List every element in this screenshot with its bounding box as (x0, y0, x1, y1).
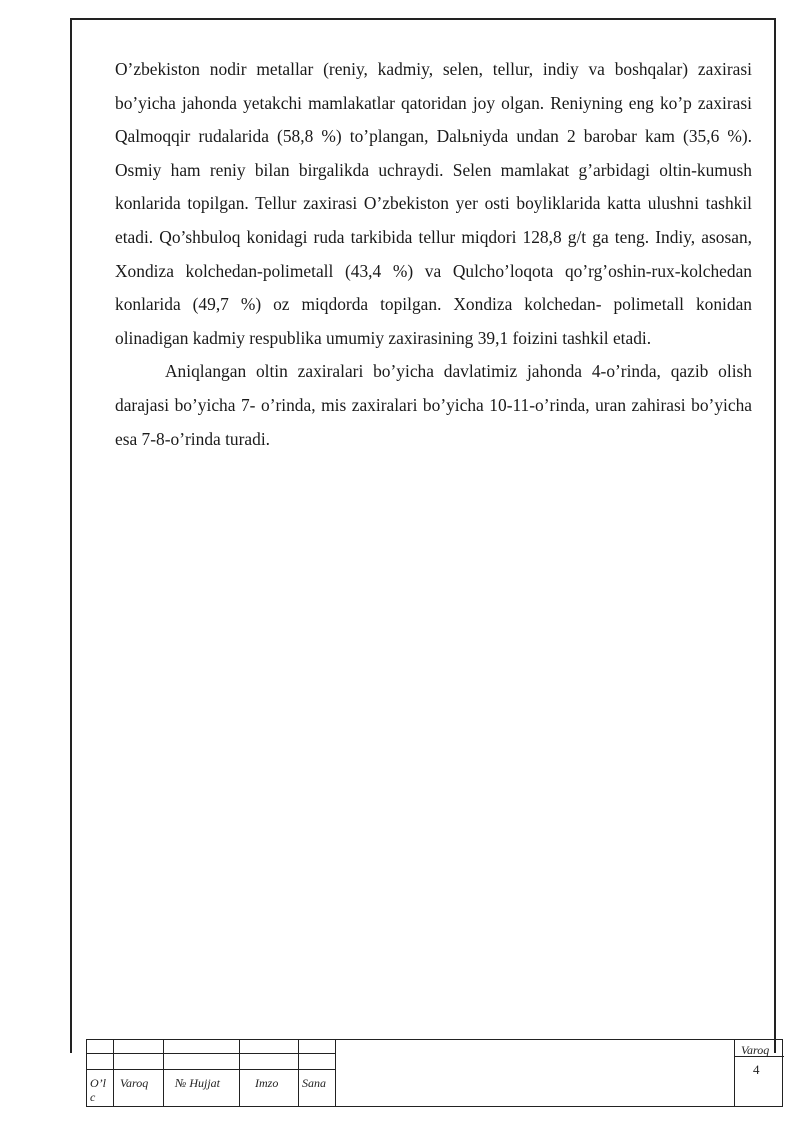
title-block-divider (298, 1040, 299, 1106)
sheet-label: Varoq (741, 1043, 770, 1057)
cell-hujjat: № Hujjat (175, 1076, 220, 1090)
cell-sana: Sana (302, 1076, 326, 1090)
cell-ol-c: O’l c (90, 1076, 106, 1104)
title-block-divider (163, 1040, 164, 1106)
paragraph-1: O’zbekiston nodir metallar (reniy, kadmiy, selen, tellur, indiy va boshqalar) zaxirasi bo’yicha jahonda yetakchi mamlakatlar qatoridan joy olgan. Reniyning eng ko’p zaxirasi Qalmoqqir rudalarida (58,8 %) to’plangan, Dalьniyda undan 2 barobar kam (35,6 %). Osmiy ham reniy bilan birgalikda uchraydi. Selen mamlakat g’arbidagi oltin-kumush konlarida topilgan. Tellur zaxirasi O’zbekiston yer osti boyliklarida katta ulushni tashkil etadi. Qo’shbuloq konidagi ruda tarkibida tellur miqdori 128,8 g/t ga teng. Indiy, asosan, Xondiza kolchedan-polimetall (43,4 %) va Qulcho’loqota qo’rg’oshin-rux-kolchedan konlarida (49,7 %) oz miqdorda topilgan. Xondiza kolchedan- polimetall konidan olinadigan kadmiy respublika umumiy zaxirasining 39,1 foizini tashkil etadi. (115, 59, 752, 348)
cell-varoq: Varoq (120, 1076, 149, 1090)
title-block (86, 1039, 783, 1107)
cell-imzo: Imzo (255, 1076, 279, 1090)
title-block-divider (113, 1040, 114, 1106)
title-block-divider (734, 1040, 735, 1106)
document-body (115, 53, 752, 456)
title-block-divider (239, 1040, 240, 1106)
title-block-divider (87, 1053, 335, 1054)
page-number: 4 (753, 1062, 760, 1077)
title-block-divider (335, 1040, 336, 1106)
paragraph-2: Aniqlangan oltin zaxiralari bo’yicha davlatimiz jahonda 4-o’rinda, qazib olish darajasi bo’yicha 7- o’rinda, mis zaxiralari bo’yicha 10-11-o’rinda, uran zahirasi bo’yicha esa 7-8-o’rinda turadi. (115, 361, 752, 449)
title-block-divider (87, 1069, 335, 1070)
